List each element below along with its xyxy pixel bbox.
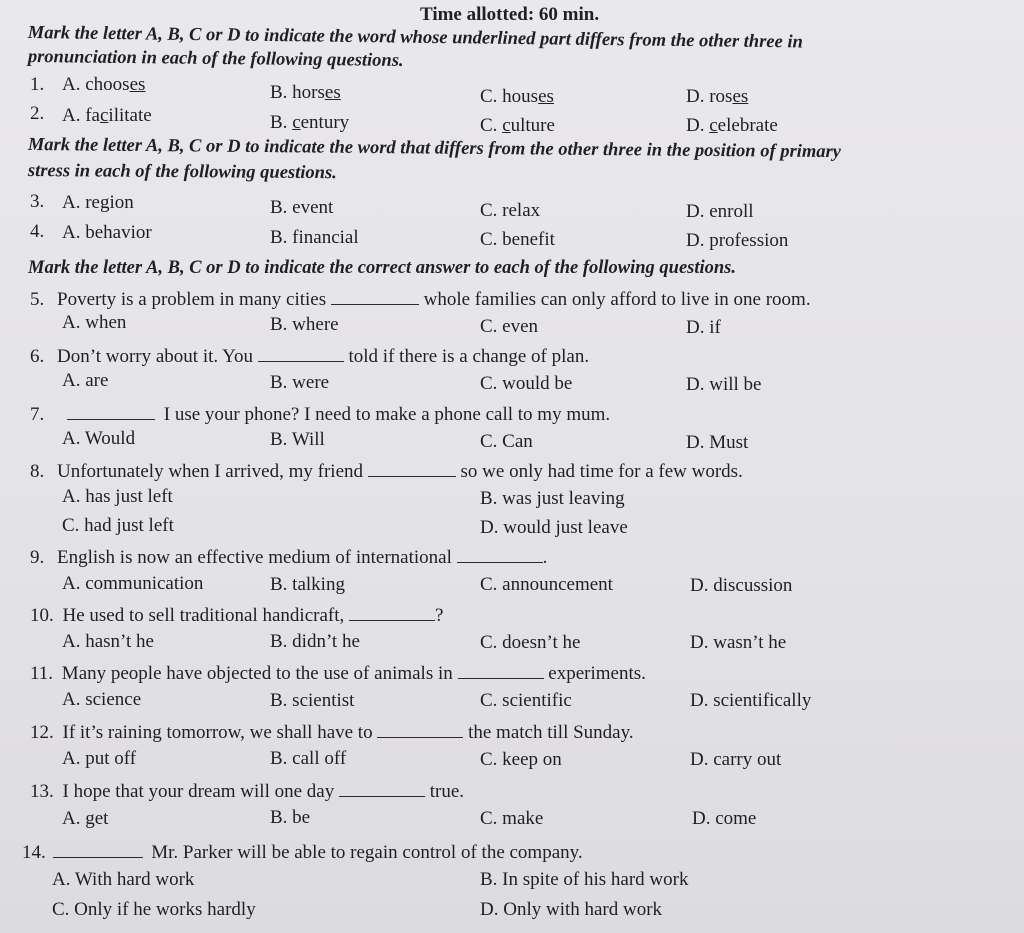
question-number: 14. — [22, 842, 46, 863]
question-number: 1. — [30, 74, 45, 95]
question-13-stem — [30, 778, 464, 803]
q8-option-b: B. was just leaving — [480, 488, 625, 509]
question-number: 10. — [30, 605, 54, 626]
stem-text: If it’s raining tomorrow, we shall have to — [62, 722, 373, 743]
question-number: 6. — [30, 346, 45, 367]
stem-text: Don’t worry about it. You — [57, 346, 253, 367]
q10-option-c: C. doesn’t he — [480, 632, 581, 653]
underlined-part: es — [538, 86, 554, 107]
stem-text: Poverty is a problem in many cities — [57, 289, 327, 310]
q5-option-d: D. if — [686, 317, 721, 338]
q3-option-d: D. enroll — [686, 201, 754, 222]
q6-option-c: C. would be — [480, 373, 573, 394]
q1-option-d — [686, 86, 748, 108]
q7-option-b: B. Will — [270, 429, 325, 450]
underlined-part: c — [709, 115, 718, 136]
question-14-stem — [22, 839, 583, 864]
q4-option-a: A. behavior — [62, 222, 152, 243]
option-text: D. ros — [686, 86, 733, 107]
question-number: 2. — [30, 103, 45, 124]
q7-option-c: C. Can — [480, 431, 533, 452]
stem-text: whole families can only afford to live in one room. — [423, 289, 811, 310]
q7-option-d: D. Must — [686, 432, 749, 453]
question-7-stem — [30, 401, 610, 426]
q12-option-a: A. put off — [62, 748, 137, 769]
underlined-part: c — [502, 115, 511, 136]
underlined-part: c — [99, 105, 109, 126]
q6-option-b: B. were — [270, 372, 330, 393]
stem-text: Unfortunately when I arrived, my friend — [57, 461, 364, 482]
answer-blank — [67, 401, 155, 420]
section-instruction-correct-answer: Mark the letter A, B, C or D to indicate the correct answer to each of the following questions. — [28, 258, 736, 278]
q5-option-c: C. even — [480, 316, 539, 337]
question-8-stem — [30, 458, 743, 483]
q12-option-d: D. carry out — [690, 749, 782, 770]
question-number: 12. — [30, 722, 54, 743]
option-text: A. choos — [62, 74, 130, 95]
q9-option-a: A. communication — [62, 573, 204, 594]
stem-text: told if there is a change of plan. — [348, 346, 590, 367]
q11-option-a: A. science — [62, 689, 142, 710]
answer-blank — [339, 778, 425, 797]
option-text: A. fa — [62, 105, 100, 126]
q14-option-a: A. With hard work — [52, 869, 195, 890]
underlined-part: es — [324, 82, 341, 103]
option-text: C. — [480, 115, 503, 136]
section-instruction-pronunciation-line1: Mark the letter A, B, C or D to indicate the word whose underlined part differs from the other three in — [27, 22, 803, 53]
question-5-stem — [30, 286, 811, 311]
answer-blank — [53, 839, 143, 858]
q13-option-c: C. make — [480, 808, 544, 829]
question-9-stem — [30, 544, 547, 569]
section-instruction-stress-line2: stress in each of the following questions. — [27, 160, 337, 184]
question-12-stem — [30, 719, 634, 744]
stem-text: I hope that your dream will one day — [62, 781, 335, 802]
question-10-stem — [30, 602, 443, 627]
q8-option-a: A. has just left — [62, 486, 173, 507]
option-text: B. hors — [270, 82, 325, 103]
question-number: 11. — [30, 663, 54, 684]
q2-option-a — [62, 105, 152, 127]
q6-option-d: D. will be — [686, 374, 762, 395]
answer-blank — [258, 343, 344, 362]
q8-option-c: C. had just left — [62, 515, 174, 536]
q14-option-c: C. Only if he works hardly — [52, 899, 256, 920]
answer-blank — [377, 719, 463, 738]
q14-option-b: B. In spite of his hard work — [480, 869, 689, 890]
q13-option-a: A. get — [62, 808, 109, 829]
stem-text: Many people have objected to the use of animals in — [61, 663, 453, 684]
section-instruction-pronunciation-line2: pronunciation in each of the following questions. — [27, 46, 404, 71]
answer-blank — [349, 602, 435, 621]
q4-option-b: B. financial — [270, 227, 359, 248]
stem-text: so we only had time for a few words. — [460, 461, 743, 482]
question-6-stem — [30, 343, 589, 368]
q11-option-b: B. scientist — [270, 690, 355, 711]
underlined-part: es — [732, 86, 749, 107]
question-number: 13. — [30, 781, 54, 802]
q4-option-c: C. benefit — [480, 229, 555, 250]
q8-option-d: D. would just leave — [480, 517, 628, 538]
q14-option-d: D. Only with hard work — [480, 899, 663, 920]
question-11-stem — [30, 660, 646, 685]
question-number: 3. — [30, 191, 45, 212]
answer-blank — [458, 660, 544, 679]
q12-option-c: C. keep on — [480, 749, 562, 770]
q1-option-c — [480, 86, 554, 108]
q1-option-b — [270, 82, 341, 104]
q4-option-d: D. profession — [686, 230, 789, 251]
stem-text: true. — [429, 781, 465, 802]
stem-text: I use your phone? I need to make a phone call to my mum. — [163, 404, 611, 425]
question-number: 8. — [30, 461, 45, 482]
page-title: Time allotted: 60 min. — [420, 4, 600, 25]
stem-text: experiments. — [548, 663, 646, 684]
stem-text: the match till Sunday. — [468, 722, 634, 743]
option-text: B. — [270, 112, 293, 133]
option-text: ilitate — [108, 105, 152, 126]
stem-text: He used to sell traditional handicraft, — [62, 605, 345, 626]
stem-text: . — [542, 547, 548, 568]
question-number: 9. — [30, 547, 45, 568]
answer-blank — [331, 286, 419, 305]
stem-text: Mr. Parker will be able to regain control of the company. — [151, 842, 583, 863]
q10-option-d: D. wasn’t he — [690, 632, 787, 653]
question-number: 4. — [30, 221, 45, 242]
q9-option-d: D. discussion — [690, 575, 793, 596]
section-instruction-stress-line1: Mark the letter A, B, C or D to indicate the word that differs from the other three in the position of primary — [27, 134, 842, 163]
option-text: entury — [300, 112, 350, 133]
q10-option-b: B. didn’t he — [270, 631, 360, 652]
option-text: D. — [686, 115, 710, 136]
question-number: 5. — [30, 289, 45, 310]
option-text: ulture — [510, 115, 555, 136]
stem-text: ? — [435, 605, 444, 626]
q7-option-a: A. Would — [62, 428, 136, 449]
q2-option-d — [686, 115, 778, 137]
q9-option-c: C. announcement — [480, 574, 613, 595]
q3-option-b: B. event — [270, 197, 334, 218]
q13-option-b: B. be — [270, 807, 311, 828]
q1-option-a — [62, 74, 145, 96]
q3-option-c: C. relax — [480, 200, 541, 221]
q5-option-a: A. when — [62, 312, 127, 333]
q11-option-d: D. scientifically — [690, 690, 812, 711]
q2-option-b — [270, 112, 349, 134]
q6-option-a: A. are — [62, 370, 109, 391]
q11-option-c: C. scientific — [480, 690, 572, 711]
q2-option-c — [480, 115, 555, 137]
answer-blank — [368, 458, 456, 477]
q9-option-b: B. talking — [270, 574, 345, 595]
q3-option-a: A. region — [62, 192, 134, 213]
option-text: C. hous — [480, 86, 539, 107]
stem-text: English is now an effective medium of international — [57, 547, 452, 568]
q12-option-b: B. call off — [270, 748, 347, 769]
answer-blank — [457, 544, 543, 563]
option-text: elebrate — [717, 115, 778, 136]
q13-option-d: D. come — [692, 808, 757, 829]
underlined-part: es — [129, 74, 146, 95]
q5-option-b: B. where — [270, 314, 339, 335]
underlined-part: c — [292, 112, 301, 133]
question-number: 7. — [30, 404, 45, 425]
q10-option-a: A. hasn’t he — [62, 631, 154, 652]
